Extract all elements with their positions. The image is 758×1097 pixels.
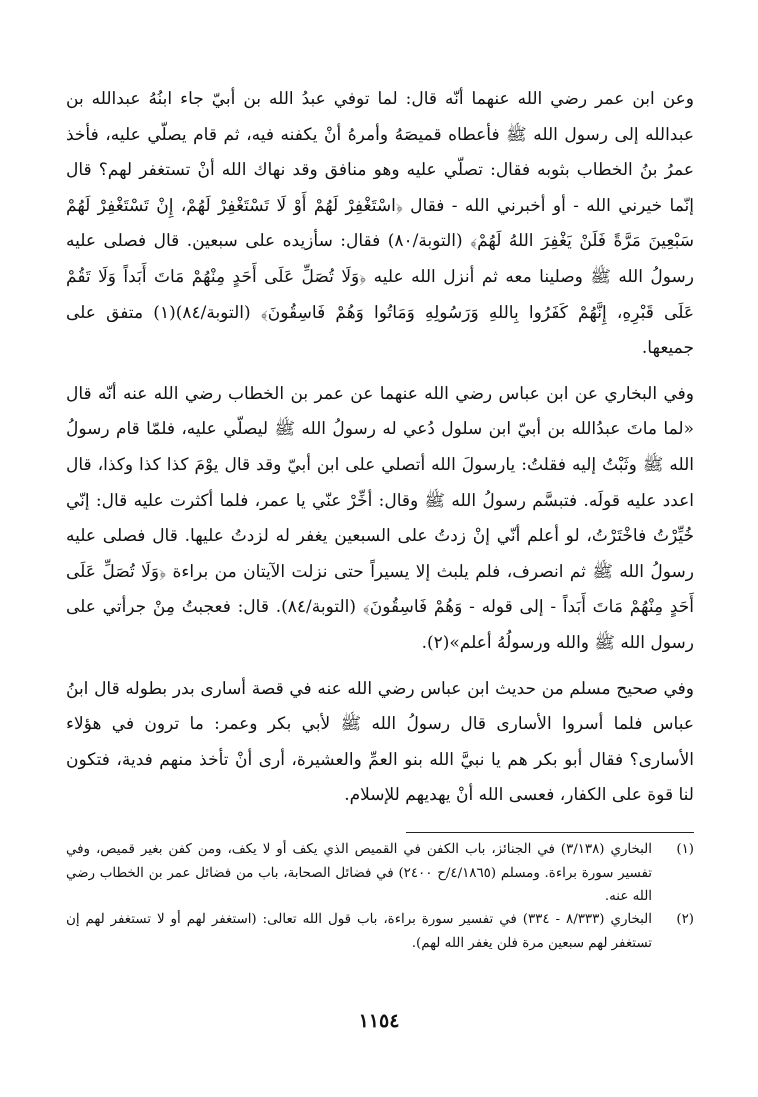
footnote-1-text: البخاري (٣/١٣٨) في الجنائز، باب الكفن في القميص الذي يكف أو لا يكف، ومن كفن بغير قميص، وفي تفسير سورة براءة. ومسلم (٤/١٨٦٥/ح ٢٤٠٠) في فضائل الصحابة، باب من فضائل عمر بن الخطاب رضي الله عنه.: [66, 842, 652, 904]
footnote-2-number: (٢): [676, 912, 694, 927]
footnote-2-text: البخاري (٨/٣٣٣ - ٣٣٤) في تفسير سورة براءة، باب قول الله تعالى: (استغفر لهم أو لا تستغفر لهم إن تستغفر لهم سبعين مرة فلن يغفر الله لهم).: [66, 912, 652, 951]
paragraph-1: وعن ابن عمر رضي الله عنهما أنّه قال: لما توفي عبدُ الله بن أبيّ جاء ابنُهُ عبدالله بن عبدالله إلى رسول الله ﷺ فأعطاه قميصَهُ وأمرهُ أنْ يكفنه فيه، ثم قام يصلّي عليه، فأخذ عمرُ بنُ الخطاب بثوبه فقال: تصلّي عليه وهو منافق وقد نهاك الله أنْ تستغفر لهم؟ قال إنّما خيرني الله - أو أخبرني الله - فقال ﴿اسْتَغْفِرْ لَهُمْ أَوْ لَا تَسْتَغْفِرْ لَهُمْ، إِنْ تَسْتَغْفِرْ لَهُمْ سَبْعِينَ مَرَّةً فَلَنْ يَغْفِرَ اللهُ لَهُمْ﴾ (التوبة/٨٠) فقال: سأزيده على سبعين. قال فصلى عليه رسولُ الله ﷺ وصلينا معه ثم أنزل الله عليه ﴿وَلَا تُصَلِّ عَلَى أَحَدٍ مِنْهُمْ مَاتَ أَبَداً وَلَا تَقُمْ عَلَى قَبْرِهِ، إِنَّهُمْ كَفَرُوا بِاللهِ وَرَسُولِهِ وَمَاتُوا وَهُمْ فَاسِقُونَ﴾ (التوبة/٨٤)(١) متفق على جميعها.: [66, 89, 695, 359]
paragraph-2: وفي البخاري عن ابن عباس رضي الله عنهما عن عمر بن الخطاب رضي الله عنه أنّه قال «لما ماتَ عبدُالله بن أبيّ ابن سلول دُعي له رسولُ الله ﷺ ليصلّي عليه، فلمّا قام رسولُ الله ﷺ وثَبْتُ إليه فقلتُ: يارسولَ الله أتصلي على ابن أبيّ وقد قال يوْمَ كذا كذا وكذا، قال اعدد عليه قولَه. فتبسَّم رسولُ الله ﷺ وقال: أخِّرْ عنّي يا عمر، فلما أكثرت عليه قال: إنّي خُيِّرْتُ فاخْتَرْتُ، لو أعلم أنّي إنْ زدتُ على السبعين يغفر له لزدتُ عليها. قال فصلى عليه رسولُ الله ﷺ ثم انصرف، فلم يلبث إلا يسيراً حتى نزلت الآيتان من براءة ﴿وَلَا تُصَلِّ عَلَى أَحَدٍ مِنْهُمْ مَاتَ أَبَداً - إلى قوله - وَهُمْ فَاسِقُونَ﴾ (التوبة/٨٤). قال: فعجبتُ مِنْ جرأتي على رسول الله ﷺ والله ورسولُهُ أعلم»(٢).: [66, 383, 694, 653]
footnote-2: [66, 908, 694, 955]
footnote-divider: [406, 832, 694, 833]
footnote-1-number: (١): [676, 842, 694, 857]
main-text: [66, 82, 694, 824]
page-number: ١١٥٤: [358, 1010, 400, 1032]
footnote-1: [66, 838, 694, 909]
paragraph-3: وفي صحيح مسلم من حديث ابن عباس رضي الله عنه في قصة أسارى بدر بطوله قال ابنُ عباس فلما أسروا الأسارى قال رسولُ الله ﷺ لأبي بكر وعمر: ما ترون في هؤلاء الأسارى؟ فقال أبو بكر هم يا نبيَّ الله بنو العمِّ والعشيرة، أرى أنْ تأخذ منهم فدية، فتكون لنا قوة على الكفار، فعسى الله أنْ يهديهم للإسلام.: [66, 678, 694, 806]
